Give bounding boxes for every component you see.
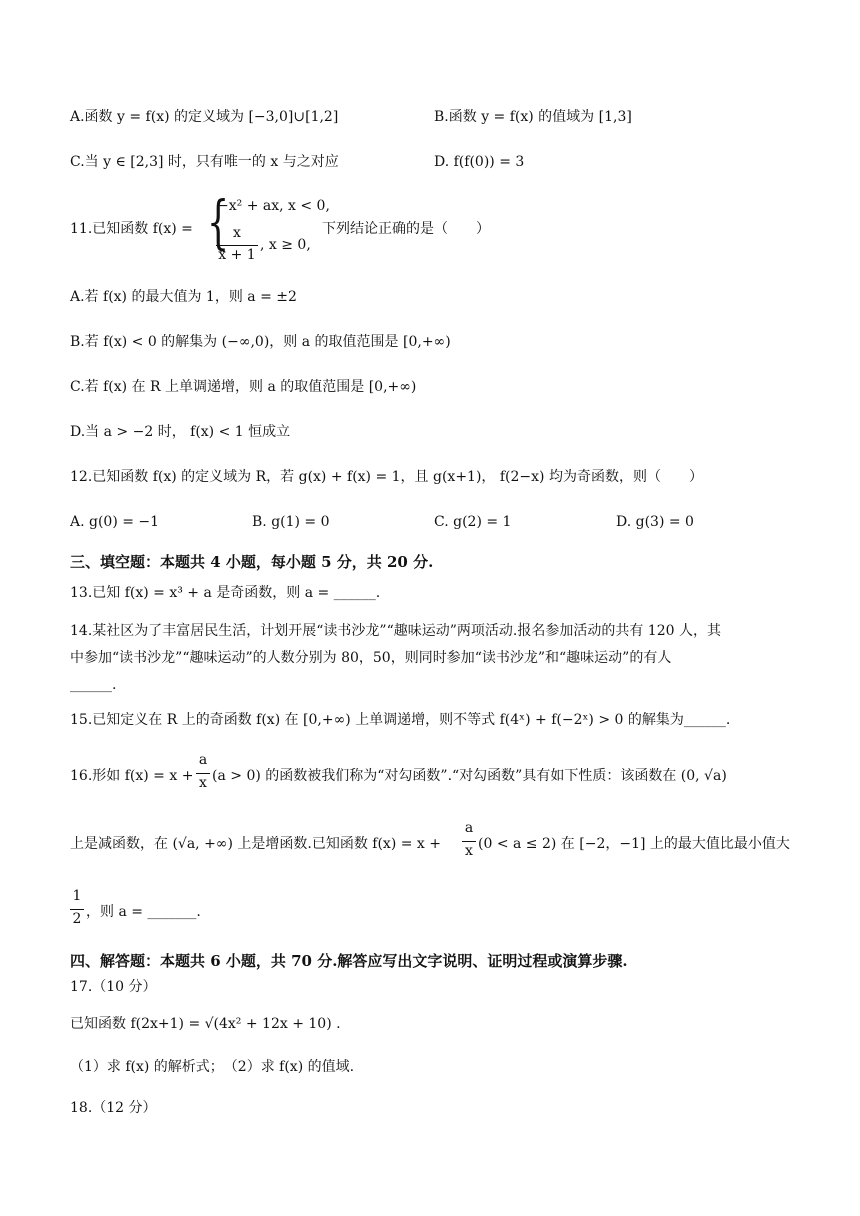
q16-frac1-bar [196,773,210,774]
q17-score: 17.（10 分） [70,979,157,995]
q16-frac2-numerator: a [464,820,474,836]
q11-option-b: B.若 f(x) < 0 的解集为 (−∞,0)，则 a 的取值范围是 [0,+∞) [70,334,451,350]
q11-case2-condition: , x ≥ 0, [260,237,311,253]
piecewise-brace: { [207,188,230,256]
q11-case2-denominator: x + 1 [218,247,256,263]
q16-frac1-numerator: a [198,752,208,768]
q14-line-3: ______. [70,677,117,693]
q16-half-bar [70,909,84,910]
q16-line-3: ，则 a = _______. [86,904,201,920]
section-3-heading: 三、填空题：本题共 4 小题，每小题 5 分，共 20 分. [70,553,434,571]
q11-case1: −x² + ax, x < 0, [217,198,330,214]
q11-option-d: D.当 a > −2 时， f(x) < 1 恒成立 [70,424,291,440]
q10-option-b: B.函数 y = f(x) 的值域为 [1,3] [434,109,632,125]
q10-option-d: D. f(f(0)) = 3 [434,154,525,170]
q14-line-2: 中参加“读书沙龙”“趣味运动”的人数分别为 80，50，则同时参加“读书沙龙”和“趣味运动”的有人 [70,650,672,666]
q12-option-c: C. g(2) = 1 [434,514,512,530]
q11-prefix: 11.已知函数 f(x) = [70,221,193,237]
q16-line-1a: 16.形如 f(x) = x + [70,768,194,784]
q10-option-c: C.当 y ∈ [2,3] 时，只有唯一的 x 与之对应 [70,154,339,170]
q16-half-numerator: 1 [72,888,82,904]
q10-option-a: A.函数 y = f(x) 的定义域为 [−3,0]∪[1,2] [70,109,339,125]
q16-frac2-bar [462,841,476,842]
q12-stem: 12.已知函数 f(x) 的定义域为 R，若 g(x) + f(x) = 1，且 g(x+1)， f(2−x) 均为奇函数，则（ ） [70,469,703,485]
q16-line-2b: (0 < a ≤ 2) 在 [−2，−1] 上的最大值比最小值大 [478,836,790,852]
q11-option-c: C.若 f(x) 在 R 上单调递增，则 a 的取值范围是 [0,+∞) [70,379,417,395]
q12-option-b: B. g(1) = 0 [252,514,330,530]
q12-option-d: D. g(3) = 0 [616,514,694,530]
q16-half-denominator: 2 [72,911,82,927]
q13: 13.已知 f(x) = x³ + a 是奇函数，则 a = ______. [70,585,381,601]
section-4-heading: 四、解答题：本题共 6 小题，共 70 分.解答应写出文字说明、证明过程或演算步骤. [70,952,628,970]
q16-line-1b: (a > 0) 的函数被我们称为“对勾函数”.“对勾函数”具有如下性质：该函数在 (0, √a) [212,768,727,784]
q17-stem: 已知函数 f(2x+1) = √(4x² + 12x + 10) . [70,1016,341,1032]
q16-line-2a: 上是减函数，在 (√a, +∞) 上是增函数.已知函数 f(x) = x + [70,836,441,852]
q14-line-1: 14.某社区为了丰富居民生活，计划开展“读书沙龙”“趣味运动”两项活动.报名参加活动的共有 120 人，其 [70,623,721,639]
q11-option-a: A.若 f(x) 的最大值为 1，则 a = ±2 [70,289,297,305]
q16-frac1-denominator: x [199,775,207,791]
q11-case2-numerator: x [233,225,241,241]
q15: 15.已知定义在 R 上的奇函数 f(x) 在 [0,+∞) 上单调递增，则不等式 f(4ˣ) + f(−2ˣ) > 0 的解集为______. [70,712,731,728]
q11-fraction-bar [216,245,258,246]
q16-frac2-denominator: x [465,843,473,859]
q11-suffix: 下列结论正确的是（ ） [322,221,490,237]
q18-score: 18.（12 分） [70,1100,157,1116]
q12-option-a: A. g(0) = −1 [70,514,160,530]
q17-parts: （1）求 f(x) 的解析式； （2）求 f(x) 的值域. [70,1059,355,1075]
